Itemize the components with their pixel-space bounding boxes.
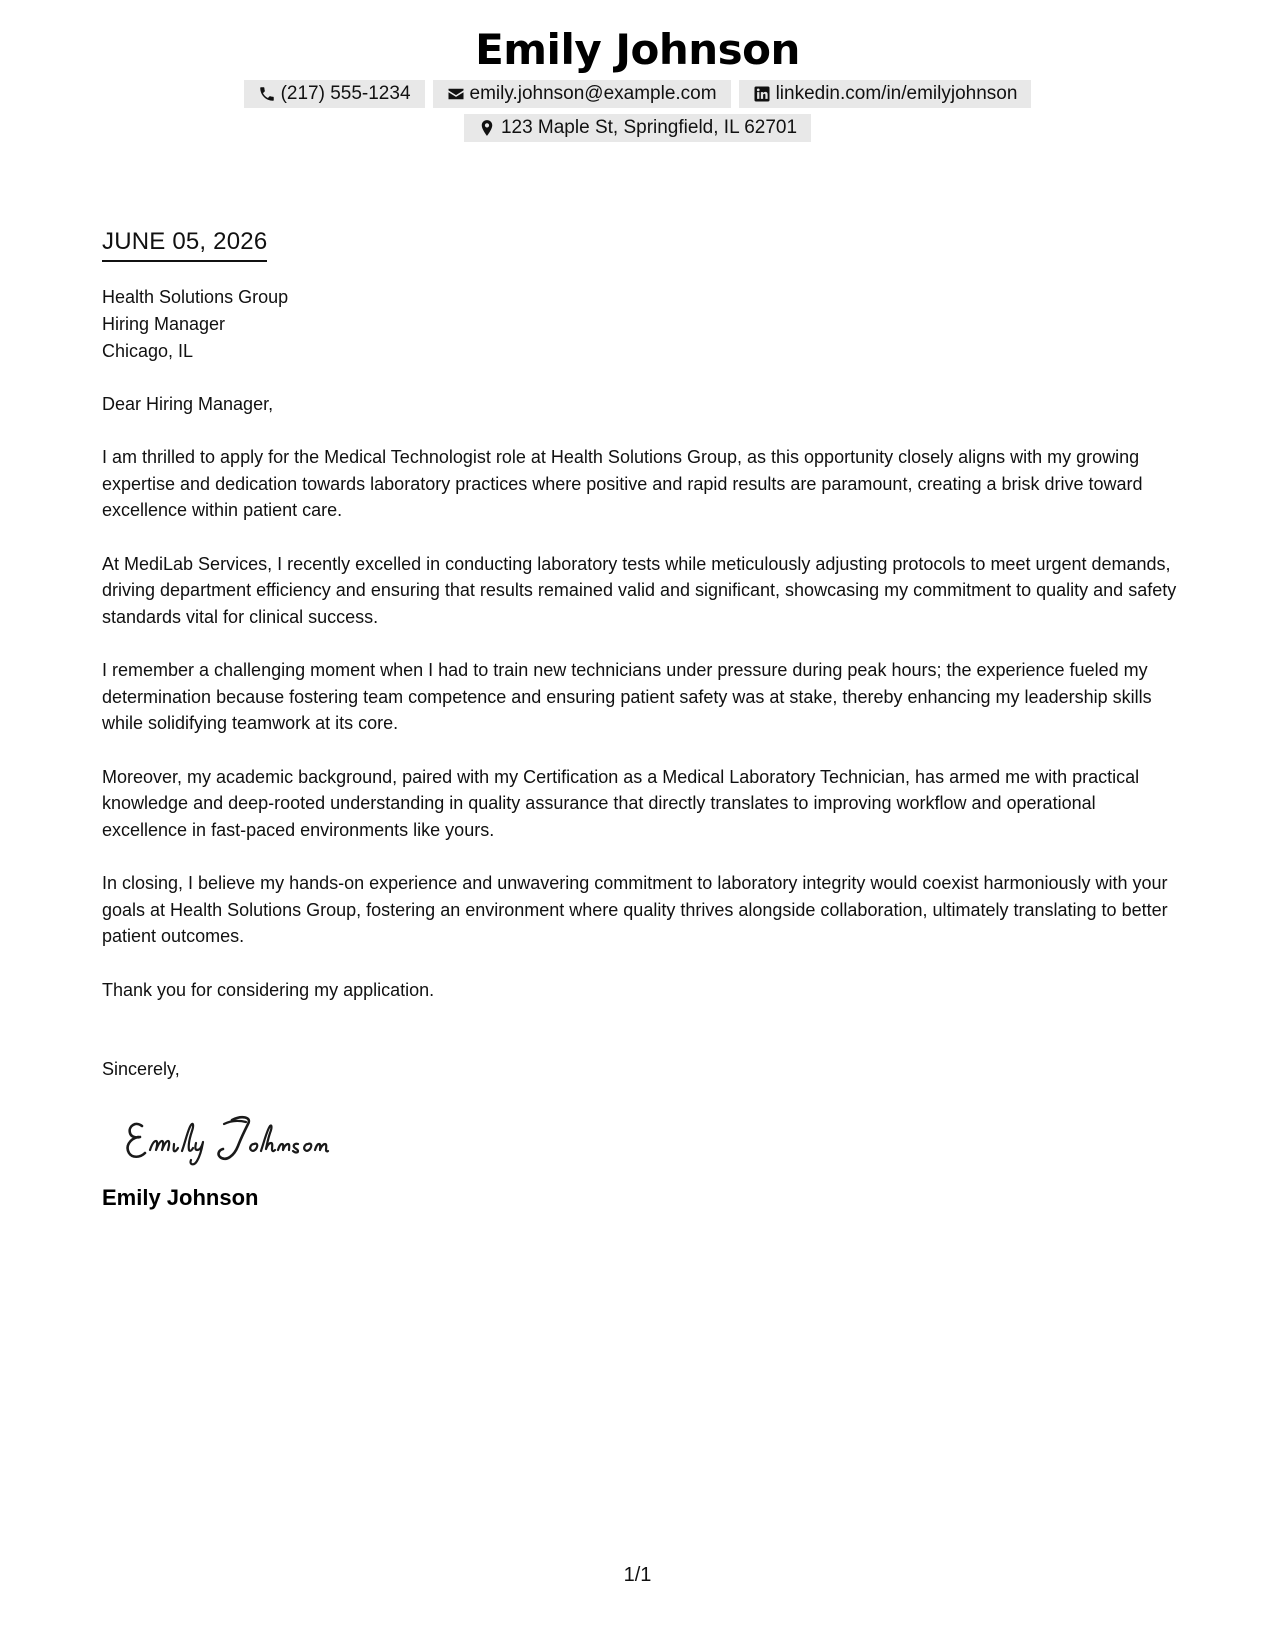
body-paragraph-4: Moreover, my academic background, paired with my Certification as a Medical Laboratory Technician, has armed me with practical knowledge and deep-rooted understanding in quality assurance that directly translates to improving workflow and operational excellence in fast-paced environments like yours. <box>102 766 1140 840</box>
body-paragraph-6: Thank you for considering my application. <box>102 979 435 1000</box>
phone-text: (217) 555-1234 <box>280 83 411 104</box>
address-text: 123 Maple St, Springfield, IL 62701 <box>500 117 798 138</box>
body-paragraph-3: I remember a challenging moment when I had to train new technicians under pressure during peak hours; the experience fueled my determination because fostering team competence and ensuring patient safety was at stake, thereby enhancing my leadership skills while solidifying teamwork at its core. <box>102 660 1152 733</box>
body-paragraph-5: In closing, I believe my hands-on experience and unwavering commitment to laboratory integrity would coexist harmoniously with your goals at Health Solutions Group, fostering an environment where quality thrives alongside collaboration, ultimately translating to better patient outcomes. <box>102 873 1168 946</box>
phone-chip <box>244 80 425 108</box>
linkedin-icon <box>753 85 771 103</box>
applicant-name: Emily Johnson <box>475 25 800 74</box>
recipient-location: Chicago, IL <box>102 341 194 361</box>
email-text: emily.johnson@example.com <box>469 83 717 104</box>
recipient-company: Health Solutions Group <box>102 287 289 307</box>
letter-date: JUNE 05, 2026 <box>102 226 267 262</box>
address-chip <box>464 114 811 142</box>
recipient-block <box>102 284 1182 365</box>
linkedin-text: linkedin.com/in/emilyjohnson <box>775 83 1018 104</box>
email-chip <box>433 80 731 108</box>
map-pin-icon <box>478 119 496 137</box>
page-indicator: 1/1 <box>623 1564 652 1586</box>
letter-header <box>0 22 1275 142</box>
recipient-title: Hiring Manager <box>102 314 226 334</box>
contact-row-primary <box>0 80 1275 108</box>
body-paragraph-1: I am thrilled to apply for the Medical Technologist role at Health Solutions Group, as this opportunity closely aligns with my growing expertise and dedication towards laboratory practices where positive and rapid results are paramount, creating a brisk drive toward excellence within patient care. <box>102 447 1143 520</box>
phone-icon <box>258 85 276 103</box>
handwritten-signature <box>120 1104 380 1172</box>
body-paragraph-2: At MediLab Services, I recently excelled in conducting laboratory tests while meticulously adjusting protocols to meet urgent demands, driving department efficiency and ensuring that results remained valid and significant, showcasing my commitment to quality and safety standards vital for clinical success. <box>102 553 1177 627</box>
salutation: Dear Hiring Manager, <box>102 394 274 414</box>
envelope-icon <box>447 85 465 103</box>
linkedin-chip <box>739 80 1032 108</box>
signer-name: Emily Johnson <box>102 1185 259 1210</box>
contact-row-secondary <box>0 114 1275 142</box>
closing-line: Sincerely, <box>102 1059 180 1079</box>
letter-body <box>102 226 1182 1213</box>
